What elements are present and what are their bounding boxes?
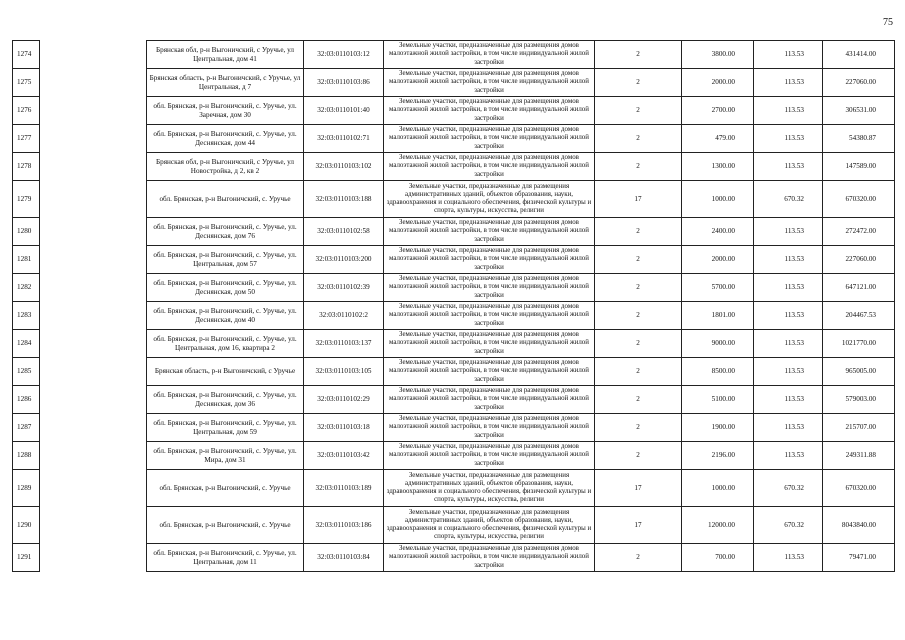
- blank-cell: [40, 246, 147, 274]
- land-use-cell: Земельные участки, предназначенные для размещения домов малоэтажной жилой застройки, в том числе индивидуальной жилой застройки: [384, 442, 595, 470]
- land-use-cell: Земельные участки, предназначенные для размещения домов малоэтажной жилой застройки, в том числе индивидуальной жилой застройки: [384, 386, 595, 414]
- rate-cell: 670.32: [754, 507, 823, 544]
- cadastral-number-cell: 32:03:0110103:186: [304, 507, 384, 544]
- blank-cell: [40, 153, 147, 181]
- group-cell: 2: [595, 69, 682, 97]
- cadastral-value-cell: 147589.00: [823, 153, 895, 181]
- land-use-cell: Земельные участки, предназначенные для размещения домов малоэтажной жилой застройки, в том числе индивидуальной жилой застройки: [384, 330, 595, 358]
- cadastral-number-cell: 32:03:0110102:71: [304, 125, 384, 153]
- land-use-cell: Земельные участки, предназначенные для размещения домов малоэтажной жилой застройки, в том числе индивидуальной жилой застройки: [384, 69, 595, 97]
- blank-cell: [40, 470, 147, 507]
- cadastral-value-cell: 670320.00: [823, 470, 895, 507]
- blank-cell: [40, 544, 147, 572]
- group-cell: 2: [595, 442, 682, 470]
- table-row: [13, 386, 895, 414]
- row-number-cell: 1287: [13, 414, 40, 442]
- table-row: [13, 69, 895, 97]
- table-row: [13, 414, 895, 442]
- rate-cell: 113.53: [754, 330, 823, 358]
- cadastral-number-cell: 32:03:0110103:188: [304, 181, 384, 218]
- address-cell: обл. Брянская, р-н Выгоничский, с. Уручье: [147, 507, 304, 544]
- cadastral-number-cell: 32:03:0110102:58: [304, 218, 384, 246]
- cadastral-value-cell: 204467.53: [823, 302, 895, 330]
- group-cell: 17: [595, 470, 682, 507]
- blank-cell: [40, 386, 147, 414]
- rate-cell: 113.53: [754, 246, 823, 274]
- cadastral-value-cell: 227060.00: [823, 69, 895, 97]
- row-number-cell: 1283: [13, 302, 40, 330]
- cadastral-number-cell: 32:03:0110102:39: [304, 274, 384, 302]
- cadastral-value-cell: 8043840.00: [823, 507, 895, 544]
- blank-cell: [40, 218, 147, 246]
- land-use-cell: Земельные участки, предназначенные для размещения административных зданий, объектов образования, науки, здравоохранения и социального обеспечения, физической культуры и спорта, культуры, искусства, религии: [384, 470, 595, 507]
- land-use-cell: Земельные участки, предназначенные для размещения домов малоэтажной жилой застройки, в том числе индивидуальной жилой застройки: [384, 358, 595, 386]
- table-row: [13, 274, 895, 302]
- land-use-cell: Земельные участки, предназначенные для размещения домов малоэтажной жилой застройки, в том числе индивидуальной жилой застройки: [384, 125, 595, 153]
- land-use-cell: Земельные участки, предназначенные для размещения домов малоэтажной жилой застройки, в том числе индивидуальной жилой застройки: [384, 544, 595, 572]
- land-use-cell: Земельные участки, предназначенные для размещения домов малоэтажной жилой застройки, в том числе индивидуальной жилой застройки: [384, 218, 595, 246]
- land-use-cell: Земельные участки, предназначенные для размещения административных зданий, объектов образования, науки, здравоохранения и социального обеспечения, физической культуры и спорта, культуры, искусства, религии: [384, 507, 595, 544]
- cadastral-number-cell: 32:03:0110103:42: [304, 442, 384, 470]
- blank-cell: [40, 41, 147, 69]
- rate-cell: 113.53: [754, 218, 823, 246]
- cadastral-number-cell: 32:03:0110102:29: [304, 386, 384, 414]
- table-row: [13, 153, 895, 181]
- cadastral-value-cell: 1021770.00: [823, 330, 895, 358]
- row-number-cell: 1280: [13, 218, 40, 246]
- cadastral-number-cell: 32:03:0110102:2: [304, 302, 384, 330]
- address-cell: обл. Брянская, р-н Выгоничский, с. Уручье, ул. Деснянская, дом 76: [147, 218, 304, 246]
- table-row: [13, 41, 895, 69]
- group-cell: 2: [595, 544, 682, 572]
- group-cell: 2: [595, 246, 682, 274]
- cadastral-number-cell: 32:03:0110103:137: [304, 330, 384, 358]
- cadastral-number-cell: 32:03:0110103:102: [304, 153, 384, 181]
- cadastral-value-cell: 670320.00: [823, 181, 895, 218]
- group-cell: 2: [595, 125, 682, 153]
- row-number-cell: 1276: [13, 97, 40, 125]
- blank-cell: [40, 125, 147, 153]
- area-cell: 2000.00: [682, 69, 754, 97]
- cadastral-value-cell: 249311.88: [823, 442, 895, 470]
- rate-cell: 113.53: [754, 97, 823, 125]
- group-cell: 2: [595, 386, 682, 414]
- page-number: 75: [883, 17, 893, 28]
- land-use-cell: Земельные участки, предназначенные для размещения административных зданий, объектов образования, науки, здравоохранения и социального обеспечения, физической культуры и спорта, культуры, искусства, религии: [384, 181, 595, 218]
- group-cell: 17: [595, 181, 682, 218]
- area-cell: 1801.00: [682, 302, 754, 330]
- row-number-cell: 1277: [13, 125, 40, 153]
- group-cell: 2: [595, 153, 682, 181]
- land-use-cell: Земельные участки, предназначенные для размещения домов малоэтажной жилой застройки, в том числе индивидуальной жилой застройки: [384, 41, 595, 69]
- area-cell: 700.00: [682, 544, 754, 572]
- cadastral-number-cell: 32:03:0110103:84: [304, 544, 384, 572]
- group-cell: 2: [595, 41, 682, 69]
- blank-cell: [40, 330, 147, 358]
- blank-cell: [40, 274, 147, 302]
- cadastral-number-cell: 32:03:0110103:86: [304, 69, 384, 97]
- cadastral-number-cell: 32:03:0110103:12: [304, 41, 384, 69]
- area-cell: 1000.00: [682, 470, 754, 507]
- blank-cell: [40, 507, 147, 544]
- address-cell: обл. Брянская, р-н Выгоничский, с. Уручье: [147, 181, 304, 218]
- table-row: [13, 302, 895, 330]
- table-row: [13, 330, 895, 358]
- row-number-cell: 1291: [13, 544, 40, 572]
- cadastral-value-cell: 227060.00: [823, 246, 895, 274]
- row-number-cell: 1278: [13, 153, 40, 181]
- address-cell: обл. Брянская, р-н Выгоничский, с. Уручье: [147, 470, 304, 507]
- address-cell: обл. Брянская, р-н Выгоничский, с. Уручье, ул. Центральная, дом 11: [147, 544, 304, 572]
- address-cell: Брянская область, р-н Выгоничский, с Уручье, ул Центральная, д 7: [147, 69, 304, 97]
- group-cell: 2: [595, 414, 682, 442]
- blank-cell: [40, 302, 147, 330]
- table-row: [13, 507, 895, 544]
- table-row: [13, 218, 895, 246]
- address-cell: обл. Брянская, р-н Выгоничский, с. Уручье, ул. Центральная, дом 57: [147, 246, 304, 274]
- area-cell: 9000.00: [682, 330, 754, 358]
- cadastral-value-cell: 272472.00: [823, 218, 895, 246]
- group-cell: 2: [595, 330, 682, 358]
- table-row: [13, 358, 895, 386]
- cadastral-value-cell: 306531.00: [823, 97, 895, 125]
- row-number-cell: 1285: [13, 358, 40, 386]
- rate-cell: 113.53: [754, 386, 823, 414]
- group-cell: 17: [595, 507, 682, 544]
- address-cell: обл. Брянская, р-н Выгоничский, с. Уручье, ул. Деснянская, дом 40: [147, 302, 304, 330]
- table-row: [13, 246, 895, 274]
- land-use-cell: Земельные участки, предназначенные для размещения домов малоэтажной жилой застройки, в том числе индивидуальной жилой застройки: [384, 414, 595, 442]
- group-cell: 2: [595, 302, 682, 330]
- row-number-cell: 1284: [13, 330, 40, 358]
- blank-cell: [40, 414, 147, 442]
- address-cell: обл. Брянская, р-н Выгоничский, с. Уручье, ул. Деснянская, дом 36: [147, 386, 304, 414]
- rate-cell: 113.53: [754, 358, 823, 386]
- row-number-cell: 1290: [13, 507, 40, 544]
- row-number-cell: 1275: [13, 69, 40, 97]
- table-row: [13, 125, 895, 153]
- rate-cell: 113.53: [754, 274, 823, 302]
- table-row: [13, 442, 895, 470]
- cadastral-value-table: [12, 40, 895, 572]
- address-cell: обл. Брянская, р-н Выгоничский, с. Уручье, ул. Деснянская, дом 50: [147, 274, 304, 302]
- rate-cell: 113.53: [754, 544, 823, 572]
- land-use-cell: Земельные участки, предназначенные для размещения домов малоэтажной жилой застройки, в том числе индивидуальной жилой застройки: [384, 246, 595, 274]
- cadastral-number-cell: 32:03:0110101:40: [304, 97, 384, 125]
- row-number-cell: 1286: [13, 386, 40, 414]
- group-cell: 2: [595, 218, 682, 246]
- land-use-cell: Земельные участки, предназначенные для размещения домов малоэтажной жилой застройки, в том числе индивидуальной жилой застройки: [384, 97, 595, 125]
- cadastral-number-cell: 32:03:0110103:18: [304, 414, 384, 442]
- address-cell: Брянская область, р-н Выгоничский, с Уручье: [147, 358, 304, 386]
- cadastral-value-cell: 431414.00: [823, 41, 895, 69]
- row-number-cell: 1281: [13, 246, 40, 274]
- area-cell: 8500.00: [682, 358, 754, 386]
- row-number-cell: 1288: [13, 442, 40, 470]
- cadastral-value-cell: 965005.00: [823, 358, 895, 386]
- area-cell: 1300.00: [682, 153, 754, 181]
- rate-cell: 113.53: [754, 41, 823, 69]
- area-cell: 2000.00: [682, 246, 754, 274]
- rate-cell: 113.53: [754, 153, 823, 181]
- cadastral-number-cell: 32:03:0110103:189: [304, 470, 384, 507]
- area-cell: 5100.00: [682, 386, 754, 414]
- rate-cell: 113.53: [754, 302, 823, 330]
- area-cell: 1000.00: [682, 181, 754, 218]
- rate-cell: 113.53: [754, 125, 823, 153]
- group-cell: 2: [595, 97, 682, 125]
- area-cell: 2196.00: [682, 442, 754, 470]
- rate-cell: 670.32: [754, 470, 823, 507]
- land-use-cell: Земельные участки, предназначенные для размещения домов малоэтажной жилой застройки, в том числе индивидуальной жилой застройки: [384, 302, 595, 330]
- row-number-cell: 1289: [13, 470, 40, 507]
- area-cell: 2400.00: [682, 218, 754, 246]
- group-cell: 2: [595, 274, 682, 302]
- land-use-cell: Земельные участки, предназначенные для размещения домов малоэтажной жилой застройки, в том числе индивидуальной жилой застройки: [384, 153, 595, 181]
- table-row: [13, 544, 895, 572]
- address-cell: Брянская обл, р-н Выгоничский, с Уручье, ул Новостройка, д 2, кв 2: [147, 153, 304, 181]
- group-cell: 2: [595, 358, 682, 386]
- cadastral-value-cell: 215707.00: [823, 414, 895, 442]
- rate-cell: 113.53: [754, 69, 823, 97]
- row-number-cell: 1282: [13, 274, 40, 302]
- area-cell: 3800.00: [682, 41, 754, 69]
- table-row: [13, 181, 895, 218]
- address-cell: обл. Брянская, р-н Выгоничский, с. Уручье, ул. Центральная, дом 16, квартира 2: [147, 330, 304, 358]
- blank-cell: [40, 181, 147, 218]
- rate-cell: 113.53: [754, 442, 823, 470]
- cadastral-number-cell: 32:03:0110103:105: [304, 358, 384, 386]
- cadastral-value-cell: 79471.00: [823, 544, 895, 572]
- row-number-cell: 1274: [13, 41, 40, 69]
- address-cell: обл. Брянская, р-н Выгоничский, с. Уручье, ул. Центральная, дом 59: [147, 414, 304, 442]
- blank-cell: [40, 69, 147, 97]
- blank-cell: [40, 97, 147, 125]
- area-cell: 2700.00: [682, 97, 754, 125]
- rate-cell: 670.32: [754, 181, 823, 218]
- table-body: [13, 41, 895, 572]
- address-cell: обл. Брянская, р-н Выгоничский, с. Уручье, ул. Мира, дом 31: [147, 442, 304, 470]
- address-cell: обл. Брянская, р-н Выгоничский, с. Уручье, ул. Заречная, дом 30: [147, 97, 304, 125]
- blank-cell: [40, 442, 147, 470]
- address-cell: Брянская обл, р-н Выгоничский, с Уручье, ул Центральная, дом 41: [147, 41, 304, 69]
- row-number-cell: 1279: [13, 181, 40, 218]
- cadastral-value-cell: 54380.87: [823, 125, 895, 153]
- rate-cell: 113.53: [754, 414, 823, 442]
- area-cell: 5700.00: [682, 274, 754, 302]
- table-row: [13, 470, 895, 507]
- address-cell: обл. Брянская, р-н Выгоничский, с. Уручье, ул. Деснянская, дом 44: [147, 125, 304, 153]
- cadastral-value-cell: 647121.00: [823, 274, 895, 302]
- area-cell: 1900.00: [682, 414, 754, 442]
- cadastral-number-cell: 32:03:0110103:200: [304, 246, 384, 274]
- table-row: [13, 97, 895, 125]
- blank-cell: [40, 358, 147, 386]
- area-cell: 479.00: [682, 125, 754, 153]
- cadastral-value-cell: 579003.00: [823, 386, 895, 414]
- area-cell: 12000.00: [682, 507, 754, 544]
- land-use-cell: Земельные участки, предназначенные для размещения домов малоэтажной жилой застройки, в том числе индивидуальной жилой застройки: [384, 274, 595, 302]
